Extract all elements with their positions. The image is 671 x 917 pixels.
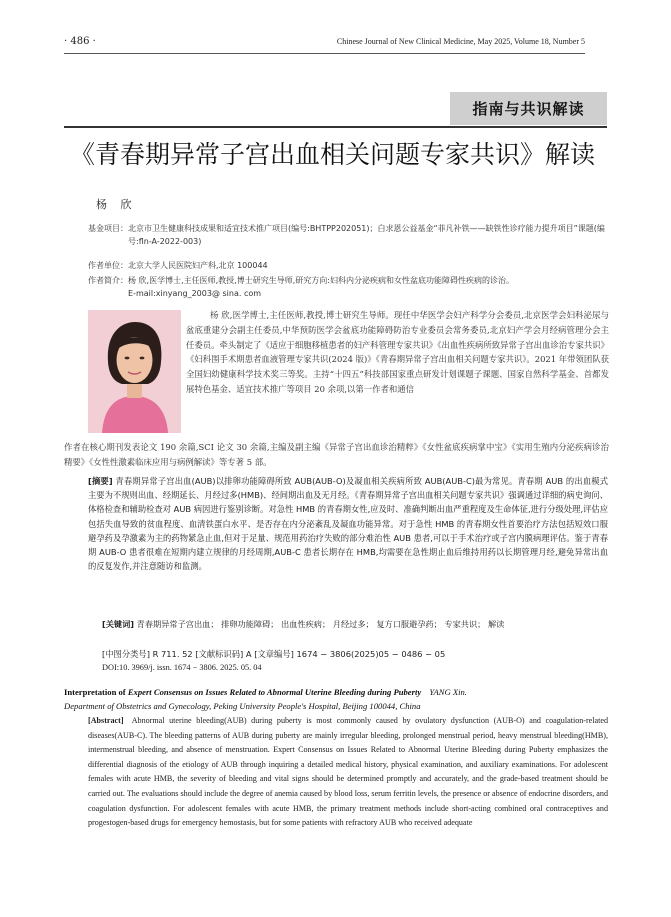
abstract-cn-text: 青春期异常子宫出血(AUB)以排卵功能障碍所致 AUB(AUB-O)及凝血相关疾病所致 AUB(AUB-C)最为常见。青春期 AUB 的出血模式主要为不规则出血、经期延长、月经过多(HMB)、经间期出血及无月经。《青春期异常子宫出血相关问题专家共识》强调通过详细的病史询问、体格检查和辅助检查对 AUB 病因进行鉴别诊断。对急性 HMB 的青春期女性,应及时、准确判断出血严重程度及生命体征,进行分级处理,评估应包括失血导致的贫血程度、血清铁蛋白水平、是否存在内分泌紊乱及凝血功能异常。对于急性 HMB 的青春期女性首要治疗方法包括短效口服避孕药及孕激素为主的药物紧急止血,但对于足量、规范用药治疗失败的部分难治性 AUB 患者,可以于手术治疗或子宫内膜病理评估。鉴于青春期 AUB-O 患者很难在短期内建立规律的月经周期,AUB-C 患者长期存在 HMB,均需要在急性期止血后维持用药以长期管理月经,避免异常出血的反复发作,并注意随访和监测。: [88, 476, 608, 572]
page-number: · 486 ·: [64, 36, 96, 47]
english-author: YANG Xin.: [429, 687, 467, 697]
chinese-abstract: [88, 474, 608, 573]
keywords: [88, 617, 618, 631]
author-unit: [88, 259, 618, 272]
keywords-label: [关键词]: [102, 619, 135, 629]
header-divider: [64, 53, 585, 54]
english-title-prefix: Interpretation of: [64, 687, 128, 697]
english-title-italic: Expert Consensus on Issues Related to Abnormal Uterine Bleeding during Puberty: [127, 687, 422, 697]
english-abstract-label: [Abstract]: [88, 716, 124, 725]
english-abstract-text: Abnormal uterine bleeding(AUB) during puberty is most commonly caused by ovulatory dysfunction (AUB-O) and coagulation-related diseases(AUB-C). The bleeding patterns of AUB during puberty are mainly irregular bleeding, prolonged menstrual period, heavy menstrual bleeding(HMB), intermenstrual bleeding, and absence of menstruation. Expert Consensus on Issues Related to Abnormal Uterine Bleeding during Puberty emphasizes the differential diagnosis of the etiology of AUB through inquiring a detailed medical history, physical examination, and auxiliary examinations. For adolescent females with acute HMB, the severity of bleeding and vital signs should be determined promptly and accurately, and the grade-based treatment should be carried out. The evaluations should include the degree of anemia caused by blood loss, serum ferritin levels, the presence or absence of endocrine disorders, and coagulation dysfunction. For adolescent females with acute HMB, the primary treatment methods include short-acting combined oral contraceptives and progestogen-based drugs for emergency hemostasis, but for some patients with refractory AUB who received adequate: [88, 716, 609, 828]
author-bio-top: 杨 欣,医学博士,主任医师,教授,博士研究生导师。现任中华医学会妇产科学分会委员,北京医学会妇科泌尿与盆底重建分会副主任委员,中华预防医学会盆底功能障碍防治专业委员会常务委员,北京妇产学会月经病管理分会主任委员。牵头制定了《适应于细胞移植患者的妇产科管理专家共识》《出血性疾病所致异常子宫出血诊治专家共识》《妇科围手术期患者血液管理专家共识(2024 版)》《青春期异常子宫出血相关问题专家共识》。2021 年带领团队获全国妇幼健康科学技术奖三等奖。主持“十四五”科技部国家重点研发计划课题子课题、国家自然科学基金、首都发展特色基金、适宜技术推广等项目 20 余项,以第一作者和通信: [186, 310, 609, 394]
article-title: 《青春期异常子宫出血相关问题专家共识》解读: [70, 140, 596, 169]
author-name: 杨 欣: [96, 198, 137, 211]
classification-line: [中图分类号] R 711. 52 [文献标识码] A [文章编号] 1674 − 3806(2025)05 − 0486 − 05: [102, 649, 446, 659]
doi-line: DOI:10. 3969/j. issn. 1674 − 3806. 2025. 05. 04: [102, 663, 262, 672]
author-email: E-mail:xinyang_2003@ sina. com: [128, 289, 262, 298]
banner-divider: [64, 126, 607, 128]
author-intro: [88, 274, 618, 300]
english-abstract: [88, 714, 608, 831]
fund-text: 北京市卫生健康科技成果和适宜技术推广项目(编号:BHTPP202051)；白求恩公益基金“菲凡补铁——缺铁性诊疗能力提升项目”课题(编号:fln-A-2022-003): [128, 224, 605, 246]
running-header-journal: Chinese Journal of New Clinical Medicine, May 2025, Volume 18, Number 5: [336, 37, 585, 46]
english-title-block: [64, 686, 624, 713]
abstract-cn-label: [摘要]: [88, 476, 113, 486]
unit-text: 北京大学人民医院妇产科,北京 100044: [128, 261, 268, 270]
intro-label: 作者简介：: [88, 276, 128, 285]
author-photo: [88, 310, 181, 433]
english-affiliation: Department of Obstetrics and Gynecology, Peking University People's Hospital, Beijing 100044, China: [64, 700, 421, 711]
keywords-text: 青春期异常子宫出血； 排卵功能障碍； 出血性疾病； 月经过多； 复方口服避孕药； 专家共识； 解读: [136, 619, 505, 629]
author-bio-bottom: 作者在核心期刊发表论文 190 余篇,SCI 论文 30 余篇,主编及副主编《异常子宫出血诊治精粹》《女性盆底疾病掌中宝》《实用生殖内分泌疾病诊治精要》《女性性激素临床应用与病例解读》等专著 5 部。: [64, 442, 609, 467]
fund-info: [88, 222, 618, 248]
unit-label: 作者单位：: [88, 261, 128, 270]
section-banner: 指南与共识解读: [450, 92, 607, 125]
fund-label: 基金项目：: [88, 224, 128, 233]
intro-text: 杨 欣,医学博士,主任医师,教授,博士研究生导师,研究方向:妇科内分泌疾病和女性盆底功能障碍性疾病的诊治。: [128, 276, 514, 285]
